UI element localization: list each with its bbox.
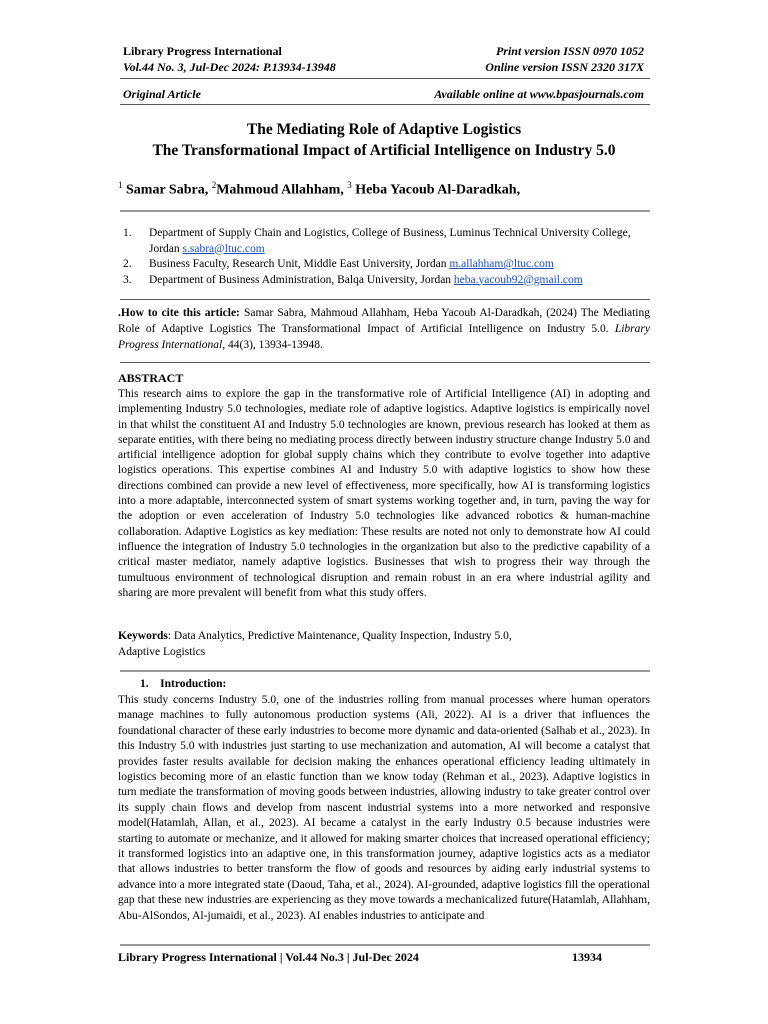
affiliation-2 bbox=[123, 257, 650, 273]
title-line-2: The Transformational Impact of Artificial Intelligence on Industry 5.0 bbox=[152, 142, 616, 159]
affiliation-number: 1. bbox=[123, 227, 132, 239]
authors-rule bbox=[120, 210, 650, 212]
keywords-label: Keywords bbox=[118, 630, 168, 642]
introduction-heading: 1. Introduction: bbox=[140, 678, 227, 690]
citation-block bbox=[118, 305, 650, 353]
author-1-num: 1 bbox=[118, 180, 123, 190]
keywords-line-2: Adaptive Logistics bbox=[118, 646, 206, 658]
availability: Available online at www.bpasjournals.com bbox=[434, 87, 644, 101]
author-3: Heba Yacoub Al-Daradkah, bbox=[355, 182, 521, 198]
affiliation-1-country: Jordan bbox=[149, 242, 183, 255]
email-link-1[interactable]: s.sabra@ltuc.com bbox=[182, 242, 265, 255]
print-issn: Print version ISSN 0970 1052 bbox=[495, 44, 644, 58]
author-list bbox=[118, 180, 520, 199]
affiliation-3-text: Department of Business Administration, Balqa University, Jordan bbox=[149, 273, 454, 286]
volume-info: Vol.44 No. 3, Jul-Dec 2024: P.13934-13948 bbox=[123, 60, 336, 74]
article-title bbox=[118, 119, 650, 161]
abstract-text: This research aims to explore the gap in the transformative role of Artificial Intelligence (AI) in adopting and implementing Industry 5.0 technologies, mediate role of adaptive logistics. Adaptive logistics is empirically novel in that whilst the constituent AI and Industry 5.0 technologies are known, previous research has looked at them as separate entities, with there being no mediating process directly between industry structure change Industry 5.0 and artificial intelligence adoption for global supply chains which they contribute to evolve together into adaptive logistics operations. This expertise combines AI and Industry 5.0 with adaptive logistics to show how these directions combined can provide a new level of effectiveness, more specifically, how AI is transforming logistics into a more adaptable, interconnected system of smart systems working together and, in turn, paving the way for the adoption or even acceleration of Industry 5.0 technologies like advanced robotics & human-machine collaboration. Adaptive Logistics as key mediation: These results are noted not only to demonstrate how AI could influence the integration of Industry 5.0 technologies in the organization but also to the predictive capability of a critical master mediator, namely adaptive logistics. Businesses that wish to progress their way through the tumultuous environment of technological disruption and remain robust in an era where industrial agility and sharing are more prevalent will benefit from what this study offers. bbox=[118, 388, 650, 599]
affiliation-1 bbox=[123, 226, 650, 257]
affiliation-3 bbox=[123, 273, 650, 289]
affiliation-text bbox=[149, 273, 583, 289]
affiliation-2-text: Business Faculty, Research Unit, Middle East University, Jordan bbox=[149, 258, 450, 270]
email-link-2[interactable]: m.allahham@ltuc.com bbox=[449, 258, 554, 270]
citation-tail: 44(3), 13934-13948. bbox=[225, 339, 323, 351]
journal-name: Library Progress International bbox=[123, 44, 282, 58]
author-1: Samar Sabra, bbox=[126, 182, 209, 198]
citation-text: Samar Sabra, Mahmoud Allahham, Heba Yacoub Al-Daradkah, (2024) The Mediating Role of Adaptive Logistics The Transformational Impact of Artificial Intelligence on Industry 5.0. bbox=[118, 307, 650, 335]
email-link-3[interactable]: heba.yacoub92@gmail.com bbox=[453, 273, 583, 286]
online-issn: Online version ISSN 2320 317X bbox=[485, 60, 644, 74]
introduction-text: This study concerns Industry 5.0, one of the industries rolling from manual processes where human operators manage machines to fully autonomous production systems (Ali, 2022). AI is a driver that influences the foundational character of these early industries to become more dynamic and data-oriented (Salhab et al., 2023). In this Industry 5.0 with industries just starting to use mechanization and automation, AI will become a catalyst that provides faster results available for decision making the enhances operational efficiency leading ultimately in logistics becoming more of an elastic function than we know today (Rehman et al., 2023). Adaptive logistics in turn mediate the transformation of moving goods between industries, allowing industry to take greater control over its supply chain flows and develop from nascent industrial systems into a more networked and responsive model(Hatamlah, Allan, et al., 2023). AI became a catalyst in the early Industry 0.5 because industries were starting to automate or mechanize, and it allowed for making smarter choices that increased operational efficiency; it transformed logistics into an adaptive one, in this transformation journey, adaptive logistics acts as a mediator that allows industries to better transform the flow of goods and resources by aiding early industrial systems to advance into a more integrated state (Daoud, Taha, et al., 2024). AI-grounded, adaptive logistics fill the operational gap that these new industries are experiencing as they move towards a mechanicalized future(Hatamlah, Allahham, Abu-AlSondos, Al-jumaidi, et al., 2023). AI enables industries to anticipate and bbox=[118, 694, 650, 922]
keywords-rule bbox=[120, 670, 650, 672]
keywords-block bbox=[118, 628, 650, 660]
footer-journal: Library Progress International | Vol.44 No.3 | Jul-Dec 2024 bbox=[118, 950, 419, 964]
affiliation-1-text: Department of Supply Chain and Logistics, College of Business, Luminus Technical University College, bbox=[149, 227, 631, 239]
affiliation-number: 3. bbox=[123, 273, 132, 286]
article-type: Original Article bbox=[123, 87, 201, 101]
abstract-heading: ABSTRACT bbox=[118, 371, 184, 385]
author-3-num: 3 bbox=[347, 180, 352, 190]
subheader-rule bbox=[120, 104, 650, 105]
subheader bbox=[123, 86, 644, 102]
author-2: Mahmoud Allahham, bbox=[216, 182, 344, 198]
keywords-line-1: : Data Analytics, Predictive Maintenance, Quality Inspection, Industry 5.0, bbox=[167, 630, 512, 642]
title-line-1: The Mediating Role of Adaptive Logistics bbox=[246, 121, 522, 138]
affiliation-text bbox=[149, 257, 554, 273]
journal-header bbox=[123, 43, 336, 75]
header-rule bbox=[120, 78, 650, 79]
citation-label: .How to cite this article: bbox=[118, 307, 240, 319]
author-2-num: 2 bbox=[211, 180, 217, 190]
affiliation-text bbox=[149, 226, 631, 257]
affiliations bbox=[123, 226, 650, 288]
footer-rule bbox=[120, 944, 650, 946]
affiliation-number: 2. bbox=[123, 258, 132, 270]
page-number: 13934 bbox=[572, 950, 602, 964]
citation-rule bbox=[120, 362, 650, 363]
citation-journal: Library Progress International, bbox=[118, 323, 650, 351]
issn-header bbox=[485, 43, 644, 75]
affiliations-rule bbox=[120, 299, 650, 300]
